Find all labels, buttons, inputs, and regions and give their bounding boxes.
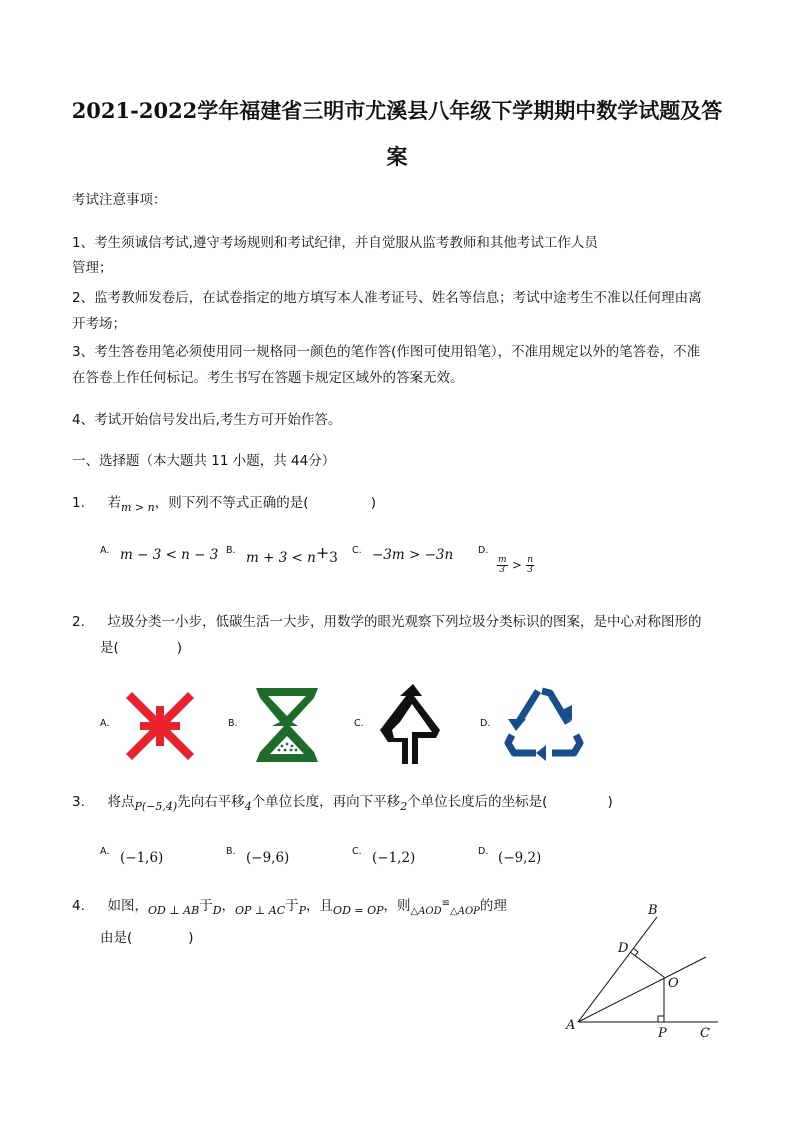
page-title: [60, 88, 734, 180]
question-4: 4. 如图，$_{OD \perp AB}$于$_D$，$_{OP \perp AC}$于$_P$，且$_{OD = OP}$，则$_{\triangle AOD}$≌$_{\triangle AOP}$的理: [72, 898, 507, 917]
cross-arrows-icon: [122, 688, 198, 764]
option-c-label: C.: [352, 846, 362, 857]
option-b-text: (−9,6): [246, 850, 290, 866]
notice-line: 3、考生答卷用笔必须使用同一规格同一颜色的笔作答(作图可使用铅笔），不准用规定以外的笔答卷，不准: [72, 344, 701, 360]
option-d-label: D.: [478, 846, 489, 857]
notice-line: 在答卷上作任何标记。考生书写在答题卡规定区域外的答案无效。: [72, 370, 464, 386]
option-a-text: m − 3 < n − 3: [120, 547, 219, 563]
geometry-figure: [560, 895, 730, 1045]
question-3: 3. 将点$_{P(-5,4)}$先向右平移$_4$个单位长度，再向下平移$_2$个单位长度后的坐标是( ): [72, 794, 613, 813]
question-number: 3.: [72, 794, 85, 810]
question-2-line-2: 是( ): [100, 640, 183, 656]
label-b: B: [648, 903, 658, 918]
option-a-label: A.: [100, 846, 110, 857]
question-number: 2.: [72, 614, 85, 630]
option-b-text: m + 3 < n+3: [246, 543, 338, 566]
title-line-2: 案: [386, 144, 408, 169]
option-d-text: $\frac{m}{3}$ > $\frac{n}{3}$: [498, 555, 533, 575]
math-expression: m > n: [120, 501, 155, 514]
question-2: 2. 垃圾分类一小步，低碳生活一大步，用数学的眼光观察下列垃圾分类标识的图案，是中心对称图形的: [72, 614, 702, 630]
math-expression: P(−5,4): [134, 800, 178, 813]
option-d-text: (−9,2): [498, 850, 542, 866]
notice-heading: 考试注意事项：: [72, 192, 167, 208]
notice-line: 管理；: [72, 260, 113, 276]
section-title: 一、选择题（本大题共 11 小题，共 44分）: [72, 453, 336, 469]
question-number: 4.: [72, 898, 85, 914]
option-b-label: B.: [226, 545, 236, 556]
option-a-label: A.: [100, 718, 110, 729]
option-b-label: B.: [228, 718, 238, 729]
notice-line: 2、监考教师发卷后，在试卷指定的地方填写本人准考证号、姓名等信息；考试中途考生不准以任何理由离: [72, 290, 702, 306]
leaf-arrow-icon: [378, 682, 448, 766]
option-c-text: −3m > −3n: [372, 547, 454, 563]
notice-line: 开考场；: [72, 316, 126, 332]
title-line-1: 2021-2022学年福建省三明市尤溪县八年级下学期期中数学试题及答: [71, 98, 723, 123]
label-c: C: [700, 1026, 710, 1041]
question-number: 1.: [72, 495, 85, 511]
label-o: O: [668, 976, 679, 991]
option-d-label: D.: [478, 545, 489, 556]
option-c-label: C.: [354, 718, 364, 729]
recycle-icon: [500, 683, 588, 763]
option-d-label: D.: [480, 718, 491, 729]
label-p: P: [658, 1026, 667, 1041]
option-c-text: (−1,2): [372, 850, 416, 866]
question-4-line-2: 由是( ): [100, 930, 194, 946]
notice-line: 4、考试开始信号发出后,考生方可开始作答。: [72, 412, 342, 428]
option-a-label: A.: [100, 545, 110, 556]
hourglass-icon: [252, 686, 322, 764]
label-a: A: [566, 1018, 576, 1033]
notice-line: 1、考生须诚信考试,遵守考场规则和考试纪律，并自觉服从监考教师和其他考试工作人员: [72, 235, 598, 251]
option-a-text: (−1,6): [120, 850, 164, 866]
option-c-label: C.: [352, 545, 362, 556]
label-d: D: [618, 941, 629, 956]
question-1: 1. 若$_{m > n}$，则下列不等式正确的是( ): [72, 495, 377, 514]
option-b-label: B.: [226, 846, 236, 857]
